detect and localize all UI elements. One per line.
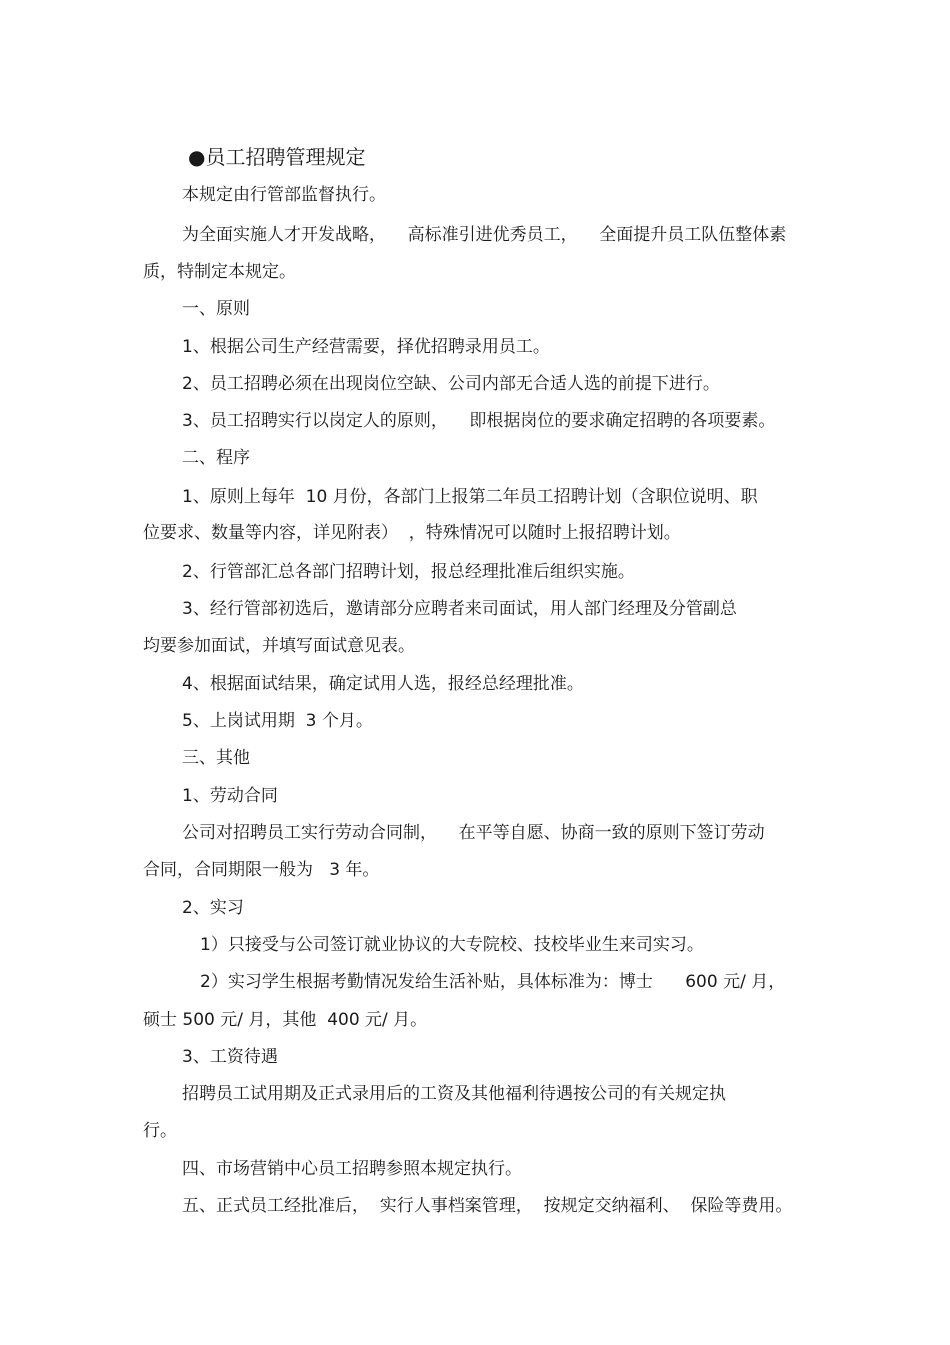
- text-line: 1）只接受与公司签订就业协议的大专院校、技校毕业生来司实习。: [200, 935, 704, 955]
- text-line: 3、经行管部初选后，邀请部分应聘者来司面试，用人部门经理及分管副总: [182, 599, 737, 619]
- text-line: 合同，合同期限一般为 3 年。: [143, 860, 380, 880]
- text-line: 2、行管部汇总各部门招聘计划，报总经理批准后组织实施。: [182, 562, 635, 582]
- text-line: 2、员工招聘必须在出现岗位空缺、公司内部无合适人选的前提下进行。: [182, 374, 720, 394]
- text-line: 硕士 500 元/ 月，其他 400 元/ 月。: [143, 1010, 428, 1030]
- text-line: 2）实习学生根据考勤情况发给生活补贴，具体标准为：博士 600 元/ 月，: [200, 972, 786, 992]
- text-line: 招聘员工试用期及正式录用后的工资及其他福利待遇按公司的有关规定执: [182, 1084, 726, 1104]
- text-line: 位要求、数量等内容，详见附表） ，特殊情况可以随时上报招聘计划。: [143, 523, 681, 543]
- text-line: 本规定由行管部监督执行。: [182, 185, 386, 205]
- text-line: 2、实习: [182, 898, 244, 918]
- text-line: 为全面实施人才开发战略， 高标准引进优秀员工， 全面提升员工队伍整体素: [182, 225, 787, 245]
- text-line: 4、根据面试结果，确定试用人选，报经总经理批准。: [182, 674, 584, 694]
- text-line: 3、员工招聘实行以岗定人的原则， 即根据岗位的要求确定招聘的各项要素。: [182, 411, 776, 431]
- section-heading: 二、程序: [182, 448, 250, 468]
- text-line: 质，特制定本规定。: [143, 262, 296, 282]
- text-line: 1、劳动合同: [182, 786, 278, 806]
- text-line: 均要参加面试，并填写面试意见表。: [143, 636, 415, 656]
- text-line: 3、工资待遇: [182, 1047, 278, 1067]
- text-line: 1、根据公司生产经营需要，择优招聘录用员工。: [182, 337, 550, 357]
- text-line: 1、原则上每年 10 月份，各部门上报第二年员工招聘计划（含职位说明、职: [182, 487, 758, 507]
- section-heading: 三、其他: [182, 748, 250, 768]
- text-line: 行。: [143, 1121, 177, 1141]
- section-heading: 一、原则: [182, 299, 250, 319]
- text-line: 五、正式员工经批准后， 实行人事档案管理， 按规定交纳福利、 保险等费用。: [182, 1196, 793, 1216]
- document-title: ●员工招聘管理规定: [188, 145, 366, 169]
- text-line: 公司对招聘员工实行劳动合同制， 在平等自愿、协商一致的原则下签订劳动: [182, 823, 765, 843]
- text-line: 5、上岗试用期 3 个月。: [182, 711, 373, 731]
- text-line: 四、市场营销中心员工招聘参照本规定执行。: [182, 1159, 522, 1179]
